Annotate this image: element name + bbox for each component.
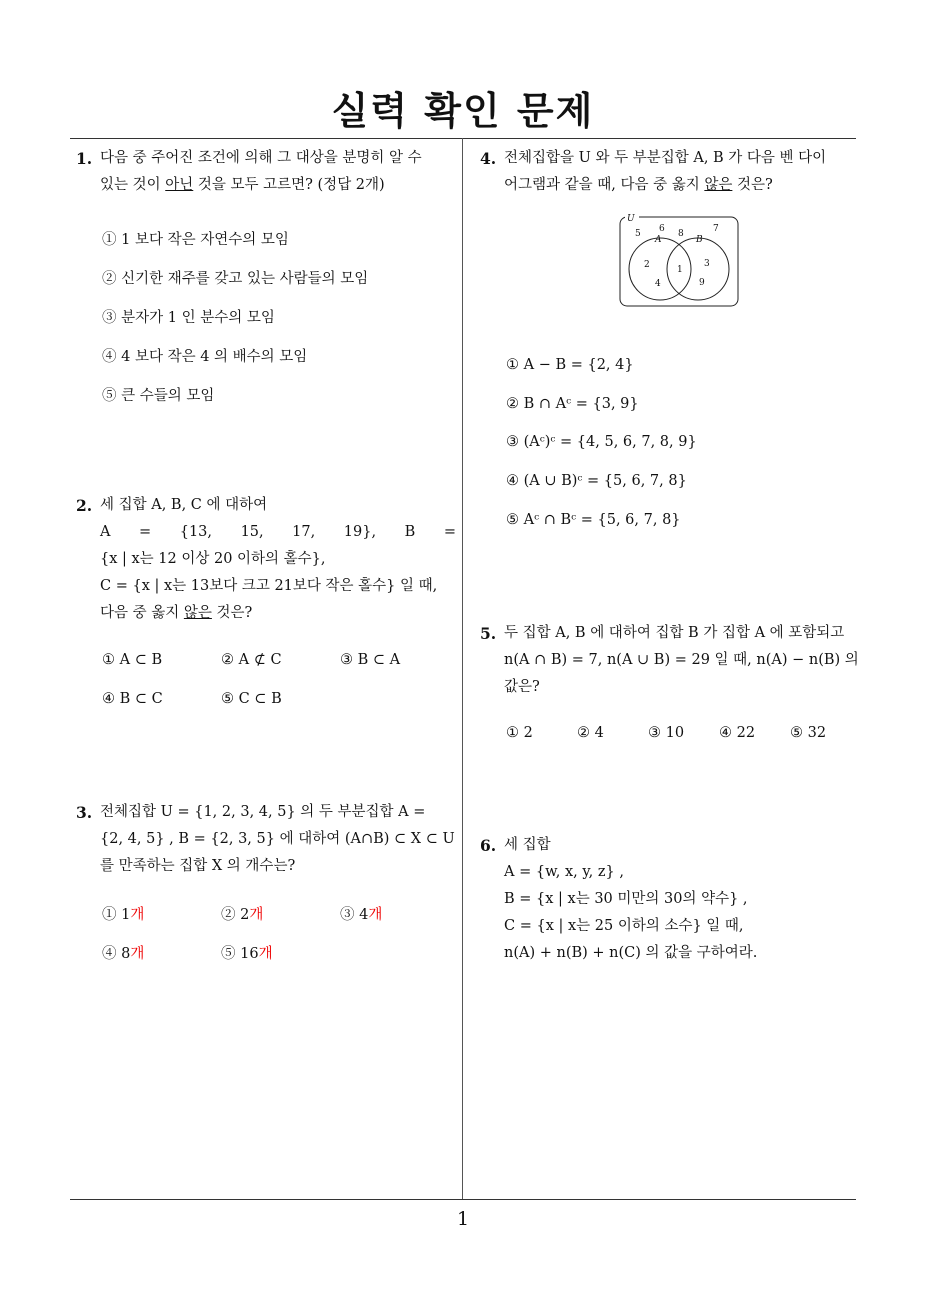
question-1	[76, 145, 456, 199]
option-value: 8	[121, 946, 131, 962]
stem-text: 것을 모두 고르면? (정답 2개)	[193, 177, 385, 193]
option-value: 2	[240, 907, 250, 923]
underlined-text: 않은	[704, 177, 733, 193]
option-3[interactable]: ③ 분자가 1 인 분수의 모임	[102, 310, 275, 326]
option-3[interactable]: ③ B ⊂ A	[340, 652, 401, 668]
question-number: 3.	[76, 803, 93, 822]
top-rule	[70, 138, 856, 139]
venn-element: 2	[644, 260, 650, 270]
option-4[interactable]: ④ B ⊂ C	[102, 691, 163, 707]
page-number: 1	[456, 1208, 470, 1230]
question-stem	[100, 492, 456, 627]
stem-text: 어그램과 같을 때, 다음 중 옳지	[504, 177, 705, 193]
bottom-rule	[70, 1199, 856, 1200]
question-number: 6.	[480, 836, 497, 855]
option-2[interactable]: ② 신기한 재주를 갖고 있는 사람들의 모임	[102, 271, 369, 287]
question-number: 5.	[480, 624, 497, 643]
option-5[interactable]: ⑤ Aᶜ ∩ Bᶜ = {5, 6, 7, 8}	[506, 512, 681, 528]
option-2[interactable]	[221, 903, 263, 924]
question-stem	[100, 145, 456, 199]
option-1[interactable]: ① 1 보다 작은 자연수의 모임	[102, 232, 289, 248]
option-1[interactable]	[102, 903, 144, 924]
stem-line: 전체집합을 U 와 두 부분집합 A, B 가 다음 벤 다이	[504, 150, 827, 166]
option-5[interactable]: ⑤ 큰 수들의 모임	[102, 388, 215, 404]
option-4[interactable]: ④ 22	[719, 725, 756, 741]
option-2[interactable]: ② A ⊄ C	[221, 652, 282, 668]
venn-element: 6	[659, 224, 665, 234]
option-5[interactable]: ⑤ C ⊂ B	[221, 691, 282, 707]
stem-line: 다음 중 주어진 조건에 의해 그 대상을 분명히 알 수	[100, 150, 422, 166]
stem-line	[100, 600, 456, 627]
set-a-label: A	[655, 235, 662, 245]
question-number: 2.	[76, 496, 93, 515]
question-3	[76, 799, 456, 880]
venn-element: 7	[713, 224, 719, 234]
option-1[interactable]: ① A − B = {2, 4}	[506, 357, 634, 373]
option-4[interactable]: ④ (A ∪ B)ᶜ = {5, 6, 7, 8}	[506, 473, 687, 489]
venn-element: 3	[704, 259, 710, 269]
stem-line: C = {x | x는 13보다 크고 21보다 작은 홀수} 일 때,	[100, 578, 438, 594]
stem-line: A = {13, 15, 17, 19}, B =	[100, 524, 456, 540]
option-mark: ④	[102, 946, 117, 962]
stem-line: 를 만족하는 집합 X 의 개수는?	[100, 858, 296, 874]
question-4	[480, 145, 860, 199]
option-unit: 개	[368, 907, 383, 923]
option-3[interactable]	[340, 903, 382, 924]
stem-line: 두 집합 A, B 에 대하여 집합 B 가 집합 A 에 포함되고	[504, 625, 845, 641]
option-1[interactable]: ① 2	[506, 725, 533, 741]
venn-element: 4	[655, 279, 661, 289]
question-2	[76, 492, 456, 627]
option-mark: ②	[221, 907, 236, 923]
question-stem	[504, 620, 860, 701]
option-4[interactable]	[102, 942, 144, 963]
option-1[interactable]: ① A ⊂ B	[102, 652, 163, 668]
question-5	[480, 620, 860, 701]
stem-line	[100, 172, 456, 199]
stem-line: A = {w, x, y, z} ,	[504, 864, 624, 880]
underlined-text: 않은	[183, 605, 212, 621]
question-number: 1.	[76, 149, 93, 168]
question-stem	[504, 145, 860, 199]
stem-line: C = {x | x는 25 이하의 소수} 일 때,	[504, 918, 744, 934]
stem-line: 값은?	[504, 679, 540, 695]
stem-text: 것은?	[732, 177, 773, 193]
stem-line: {2, 4, 5} , B = {2, 3, 5} 에 대하여 (A∩B) ⊂ X ⊂ U	[100, 831, 455, 847]
stem-line	[504, 172, 860, 199]
option-4[interactable]: ④ 4 보다 작은 4 의 배수의 모임	[102, 349, 308, 365]
option-value: 4	[359, 907, 369, 923]
question-number: 4.	[480, 149, 497, 168]
option-value: 1	[121, 907, 131, 923]
stem-line: 세 집합	[504, 837, 551, 853]
option-5[interactable]	[221, 942, 273, 963]
option-mark: ③	[340, 907, 355, 923]
question-6	[480, 832, 860, 967]
option-unit: 개	[130, 907, 145, 923]
question-stem	[100, 799, 456, 880]
page-title: 실력 확인 문제	[331, 89, 595, 133]
underlined-text: 아닌	[165, 177, 194, 193]
stem-text: 있는 것이	[100, 177, 166, 193]
stem-text: 것은?	[211, 605, 253, 621]
question-stem	[504, 832, 860, 967]
option-value: 16	[240, 946, 259, 962]
option-mark: ⑤	[221, 946, 236, 962]
column-divider	[462, 138, 463, 1200]
option-2[interactable]: ② 4	[577, 725, 604, 741]
venn-element: 8	[678, 229, 684, 239]
option-unit: 개	[258, 946, 273, 962]
stem-line: n(A) + n(B) + n(C) 의 값을 구하여라.	[504, 945, 758, 961]
venn-element: 9	[699, 278, 705, 288]
option-5[interactable]: ⑤ 32	[790, 725, 827, 741]
stem-line: n(A ∩ B) = 7, n(A ∪ B) = 29 일 때, n(A) − n(B) 의	[504, 652, 859, 668]
stem-line: 세 집합 A, B, C 에 대하여	[100, 497, 268, 513]
stem-text: 다음 중 옳지	[100, 605, 184, 621]
set-b-label: B	[696, 235, 703, 245]
stem-line: {x | x는 12 이상 20 이하의 홀수},	[100, 551, 326, 567]
venn-diagram	[618, 214, 742, 310]
option-unit: 개	[130, 946, 145, 962]
universal-set-label: U	[627, 214, 635, 224]
option-3[interactable]: ③ 10	[648, 725, 685, 741]
option-3[interactable]: ③ (Aᶜ)ᶜ = {4, 5, 6, 7, 8, 9}	[506, 434, 697, 450]
stem-line: B = {x | x는 30 미만의 30의 약수} ,	[504, 891, 748, 907]
option-2[interactable]: ② B ∩ Aᶜ = {3, 9}	[506, 396, 639, 412]
venn-element: 1	[677, 265, 683, 275]
option-mark: ①	[102, 907, 117, 923]
stem-line: 전체집합 U = {1, 2, 3, 4, 5} 의 두 부분집합 A =	[100, 804, 426, 820]
option-unit: 개	[249, 907, 264, 923]
venn-element: 5	[635, 229, 641, 239]
